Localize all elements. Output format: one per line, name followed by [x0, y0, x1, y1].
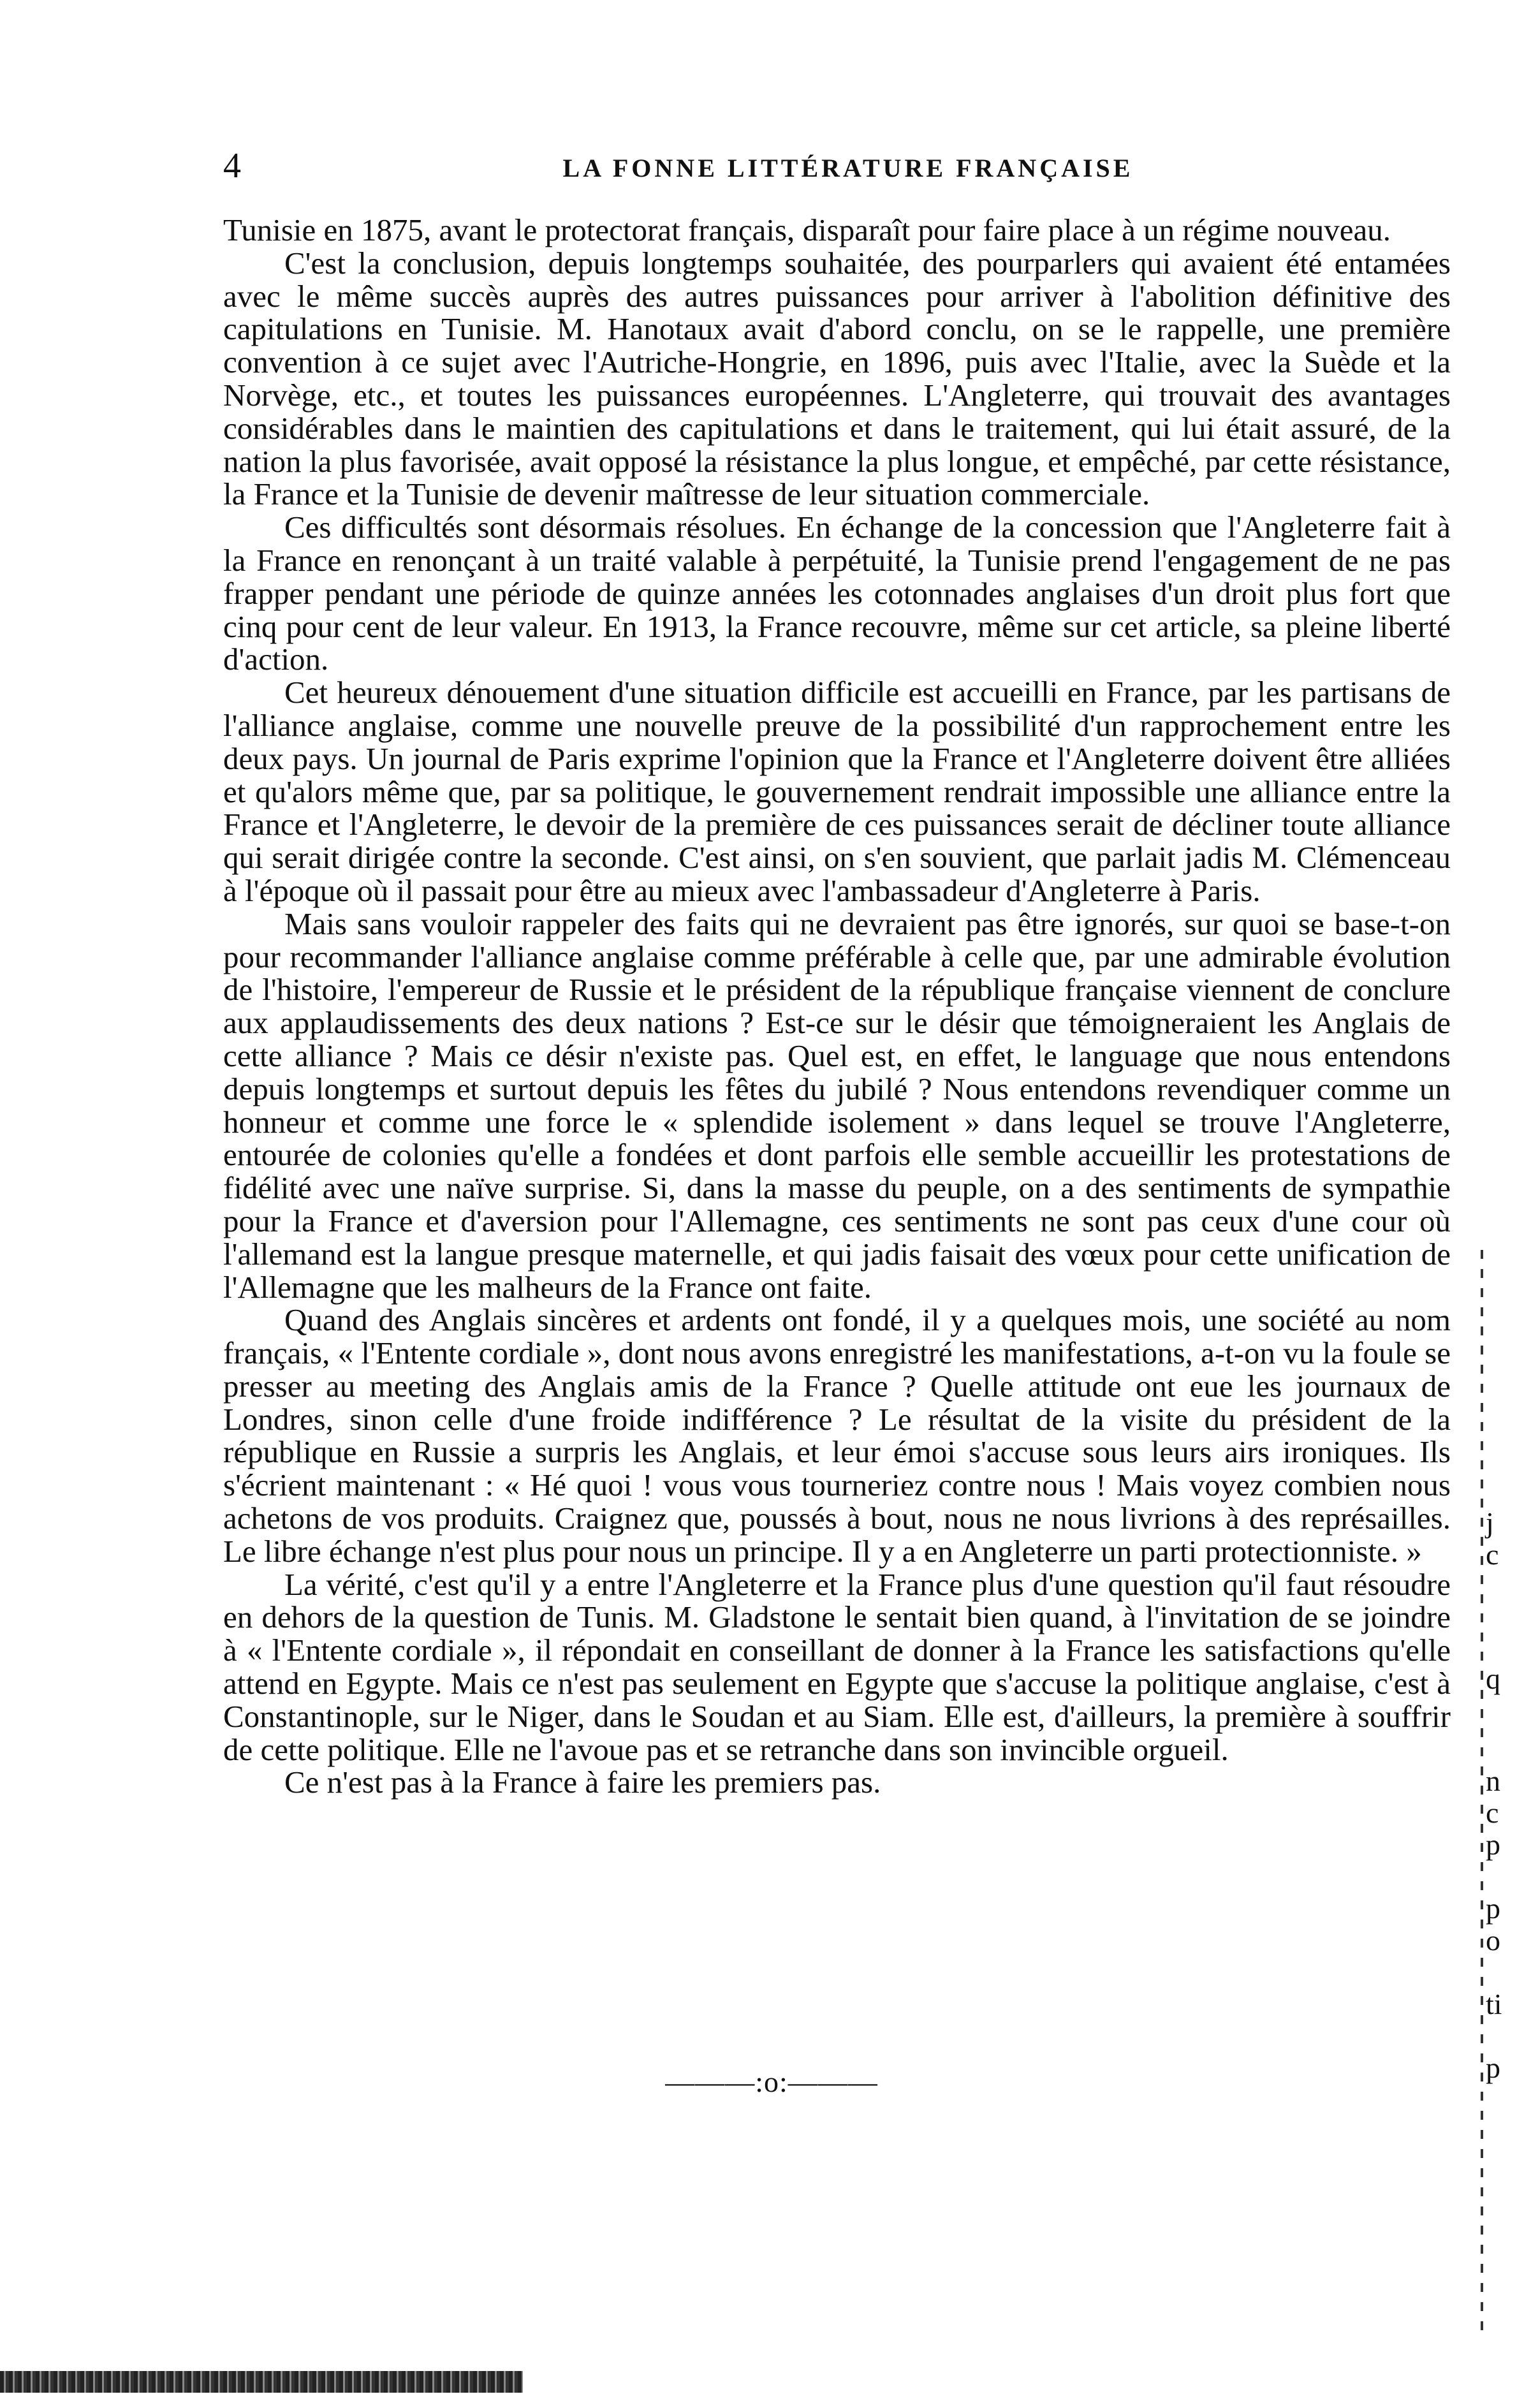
paragraph: La vérité, c'est qu'il y a entre l'Angleterre et la France plus d'une question qu'il faut résoudre en dehors de la question de Tunis. M. Gladstone le sentait bien quand, à l'invitation de se joindre à « l'Entente cordiale », il répondait en conseillant de donner à la France les satisfactions qu'elle attend en Egypte. Mais ce n'est pas seulement en Egypte que s'accuse la politique anglaise, c'est à Constantinople, sur le Niger, dans le Soudan et au Siam. Elle est, d'ailleurs, la première à souffrir de cette politique. Elle ne l'avoue pas et se retranche dans son invincible orgueil.	[223, 1566, 1451, 1767]
margin-rule	[1481, 1250, 1483, 2334]
paragraph: Tunisie en 1875, avant le protectorat français, disparaît pour faire place à un régime nouveau.	[223, 212, 1391, 247]
section-end-ornament: ———:o:———	[665, 2066, 878, 2098]
margin-fragment: n	[1486, 1765, 1500, 1797]
paragraph: Mais sans vouloir rappeler des faits qui ne devraient pas être ignorés, sur quoi se base-t-on pour recommander l'alliance anglaise comme préférable à celle que, par une admirable évolution de l'histoire, l'empereur de Russie et le président de la république française viennent de conclure aux applaudissements des deux nations ? Est-ce sur le désir que témoigneraient les Anglais de cette alliance ? Mais ce désir n'existe pas. Quel est, en effet, le language que nous entendons depuis longtemps et surtout depuis les fêtes du jubilé ? Nous entendons revendiquer comme un honneur et comme une force le « splendide isolement » dans lequel se trouve l'Angleterre, entourée de colonies qu'elle a fondées et dont parfois elle semble accueillir les protestations de fidélité avec une naïve surprise. Si, dans la masse du peuple, on a des sentiments de sympathie pour la France et d'aversion pour l'Allemagne, ces sentiments ne sont pas ceux d'une cour où l'allemand est la langue presque maternelle, et qui jadis faisait des vœux pour cette unification de l'Allemagne que les malheurs de la France ont faite.	[223, 906, 1451, 1305]
paragraph: Ces difficultés sont désormais résolues. En échange de la concession que l'Angleterre fait à la France en renonçant à un traité valable à perpétuité, la Tunisie prend l'engagement de ne pas frapper pendant une période de quinze années les cotonnades anglaises d'un droit plus fort que cinq pour cent de leur valeur. En 1913, la France recouvre, même sur cet article, sa pleine liberté d'action.	[223, 510, 1451, 677]
margin-fragment: o	[1486, 1924, 1500, 1956]
adjacent-page-margin	[1467, 1250, 1518, 2398]
scan-edge-artifact	[0, 2371, 523, 2393]
margin-fragment: q	[1486, 1663, 1500, 1695]
margin-fragment: c	[1486, 1538, 1499, 1571]
paragraph: Quand des Anglais sincères et ardents ont fondé, il y a quelques mois, une société au nom français, « l'Entente cordiale », dont nous avons enregistré les manifestations, a-t-on vu la foule se presser au meeting des Anglais amis de la France ? Quelle attitude ont eue les journaux de Londres, sinon celle d'une froide indifférence ? Le résultat de la visite du président de la république en Russie a surpris les Anglais, et leur émoi s'accuse sous leurs airs ironiques. Ils s'écrient maintenant : « Hé quoi ! vous vous tourneriez contre nous ! Mais voyez combien nous achetons de vos produits. Craignez que, poussés à bout, nous ne nous livrions à des représailles. Le libre échange n'est plus pour nous un principe. Il y a en Angleterre un parti protectionniste. »	[223, 1302, 1451, 1569]
paragraph: Cet heureux dénouement d'une situation difficile est accueilli en France, par les partisans de l'alliance anglaise, comme une nouvelle preuve de la possibilité d'un rapprochement entre les deux pays. Un journal de Paris exprime l'opinion que la France et l'Angleterre doivent être alliées et qu'alors même que, par sa politique, le gouvernement rendrait impossible une alliance entre la France et l'Angleterre, le devoir de la première de ces puissances serait de décliner toute alliance qui serait dirigée contre la seconde. C'est ainsi, on s'en souvient, que parlait jadis M. Clémenceau à l'époque où il passait pour être au mieux avec l'ambassadeur d'Angleterre à Paris.	[223, 675, 1451, 908]
page-header	[223, 145, 1473, 190]
margin-fragment: j	[1486, 1506, 1494, 1539]
margin-fragment: ti	[1486, 1988, 1502, 2020]
running-title: LA FONNE LITTÉRATURE FRANÇAISE	[562, 154, 1134, 182]
paragraph: Ce n'est pas à la France à faire les premiers pas.	[284, 1765, 881, 1800]
margin-fragment: c	[1486, 1796, 1499, 1829]
paragraph: C'est la conclusion, depuis longtemps souhaitée, des pourparlers qui avaient été entamées avec le même succès auprès des autres puissances pour arriver à l'abolition définitive des capitulations en Tunisie. M. Hanotaux avait d'abord conclu, on se le rappelle, une première convention à ce sujet avec l'Autriche-Hongrie, en 1896, puis avec l'Italie, avec la Suède et la Norvège, etc., et toutes les puissances européennes. L'Angleterre, qui trouvait des avantages considérables dans le maintien des capitulations et dans le traitement, qui lui était assuré, de la nation la plus favorisée, avait opposé la résistance la plus longue, et empêché, par cette résistance, la France et la Tunisie de devenir maîtresse de leur situation commerciale.	[223, 245, 1451, 512]
article-body	[223, 214, 1451, 1799]
margin-fragment: p	[1486, 2052, 1500, 2084]
page-number: 4	[223, 146, 241, 186]
margin-fragment: p	[1486, 1892, 1500, 1925]
margin-fragment: p	[1486, 1828, 1500, 1861]
